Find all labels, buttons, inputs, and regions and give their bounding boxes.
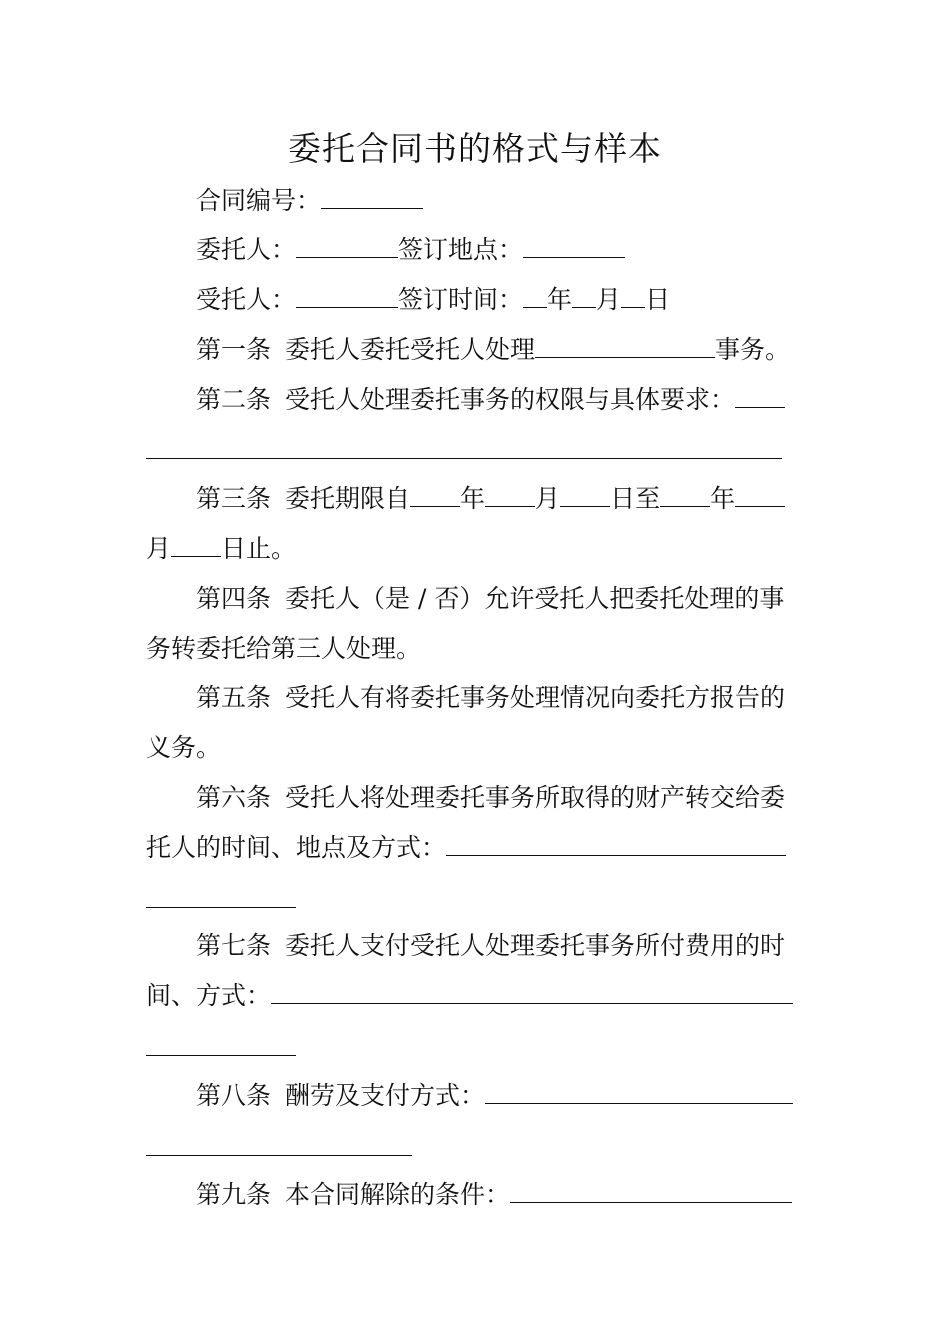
article-5-line-2 (146, 723, 221, 773)
sign-day-label: 日 (645, 285, 671, 314)
article-9-blank (510, 1180, 792, 1203)
article-8-fill-line (146, 1155, 412, 1156)
article-2-number: 第二条 (196, 385, 272, 414)
article-3-day-end: 日止。 (221, 534, 297, 563)
article-6-number: 第六条 (196, 783, 272, 812)
article-8 (196, 1071, 793, 1121)
document-title: 委托合同书的格式与样本 (288, 129, 662, 168)
article-8-blank (485, 1081, 793, 1104)
article-3-start-year-blank (410, 484, 460, 507)
article-1-text: 委托人委托受托人处理 (285, 335, 536, 364)
article-1-tail: 事务。 (715, 335, 791, 364)
principal-line (196, 225, 625, 275)
sign-time-label: 签订时间： (398, 285, 524, 314)
sign-year-blank (523, 285, 547, 308)
article-5-number: 第五条 (196, 683, 272, 712)
article-6-line-1 (196, 773, 785, 823)
article-3-number: 第三条 (196, 484, 272, 513)
article-3-end-day-blank (171, 534, 221, 557)
principal-label: 委托人： (196, 235, 297, 264)
article-6-text-2: 托人的时间、地点及方式： (146, 833, 447, 862)
article-6-fill-line (146, 907, 296, 908)
agent-label: 受托人： (196, 285, 297, 314)
article-4-number: 第四条 (196, 584, 272, 613)
article-8-number: 第八条 (196, 1081, 272, 1110)
agent-blank (296, 285, 398, 308)
contract-number-blank (321, 186, 423, 209)
article-4-text-2: 务转委托给第三人处理。 (146, 634, 422, 663)
article-3-line-1 (196, 474, 785, 524)
article-3-day-to: 日至 (610, 484, 661, 513)
article-1-blank (535, 335, 715, 358)
sign-year-label: 年 (547, 285, 573, 314)
sign-day-blank (621, 285, 645, 308)
article-6-line-2 (146, 823, 786, 873)
sign-month-label: 月 (596, 285, 622, 314)
article-3-start-month-blank (485, 484, 535, 507)
article-8-text: 酬劳及支付方式： (285, 1081, 486, 1110)
article-3-start-month: 月 (535, 484, 561, 513)
article-7-fill-line (146, 1055, 296, 1056)
sign-place-blank (523, 235, 625, 258)
sign-month-blank (572, 285, 596, 308)
article-2-fill-line (146, 458, 782, 459)
article-1 (196, 325, 790, 375)
article-7-line-1 (196, 921, 785, 971)
article-9-number: 第九条 (196, 1180, 272, 1209)
article-3-end-year-blank (660, 484, 710, 507)
article-3-start: 委托期限自 (285, 484, 411, 513)
article-6-blank (446, 833, 786, 856)
article-7-text-2: 间、方式： (146, 981, 272, 1010)
article-6-text-1: 受托人将处理委托事务所取得的财产转交给委 (285, 783, 786, 812)
contract-number-label: 合同编号： (196, 186, 322, 215)
sign-place-label: 签订地点： (398, 235, 524, 264)
principal-blank (296, 235, 398, 258)
article-2-text: 受托人处理委托事务的权限与具体要求： (285, 385, 736, 414)
article-2-blank (735, 385, 785, 408)
article-3-end-month: 月 (146, 534, 172, 563)
article-5-text-2: 义务。 (146, 733, 222, 762)
article-5-text-1: 受托人有将委托事务处理情况向委托方报告的 (285, 683, 786, 712)
article-7-text-1: 委托人支付受托人处理委托事务所付费用的时 (285, 931, 786, 960)
article-7-blank (271, 981, 793, 1004)
article-3-end-month-blank-1 (735, 484, 785, 507)
article-2 (196, 375, 785, 425)
article-3-start-year: 年 (460, 484, 486, 513)
agent-line (196, 275, 670, 325)
article-4-line-2 (146, 624, 421, 674)
article-3-end-year: 年 (710, 484, 736, 513)
article-3-start-day-blank (560, 484, 610, 507)
article-3-line-2 (146, 524, 296, 574)
article-9-text: 本合同解除的条件： (285, 1180, 511, 1209)
article-7-number: 第七条 (196, 931, 272, 960)
article-4-line-1 (196, 574, 784, 624)
article-5-line-1 (196, 673, 785, 723)
article-1-number: 第一条 (196, 335, 272, 364)
article-9 (196, 1170, 792, 1220)
contract-number-line (196, 176, 423, 226)
article-4-text-1: 委托人（是 / 否）允许受托人把委托处理的事 (285, 584, 785, 613)
article-7-line-2 (146, 971, 793, 1021)
